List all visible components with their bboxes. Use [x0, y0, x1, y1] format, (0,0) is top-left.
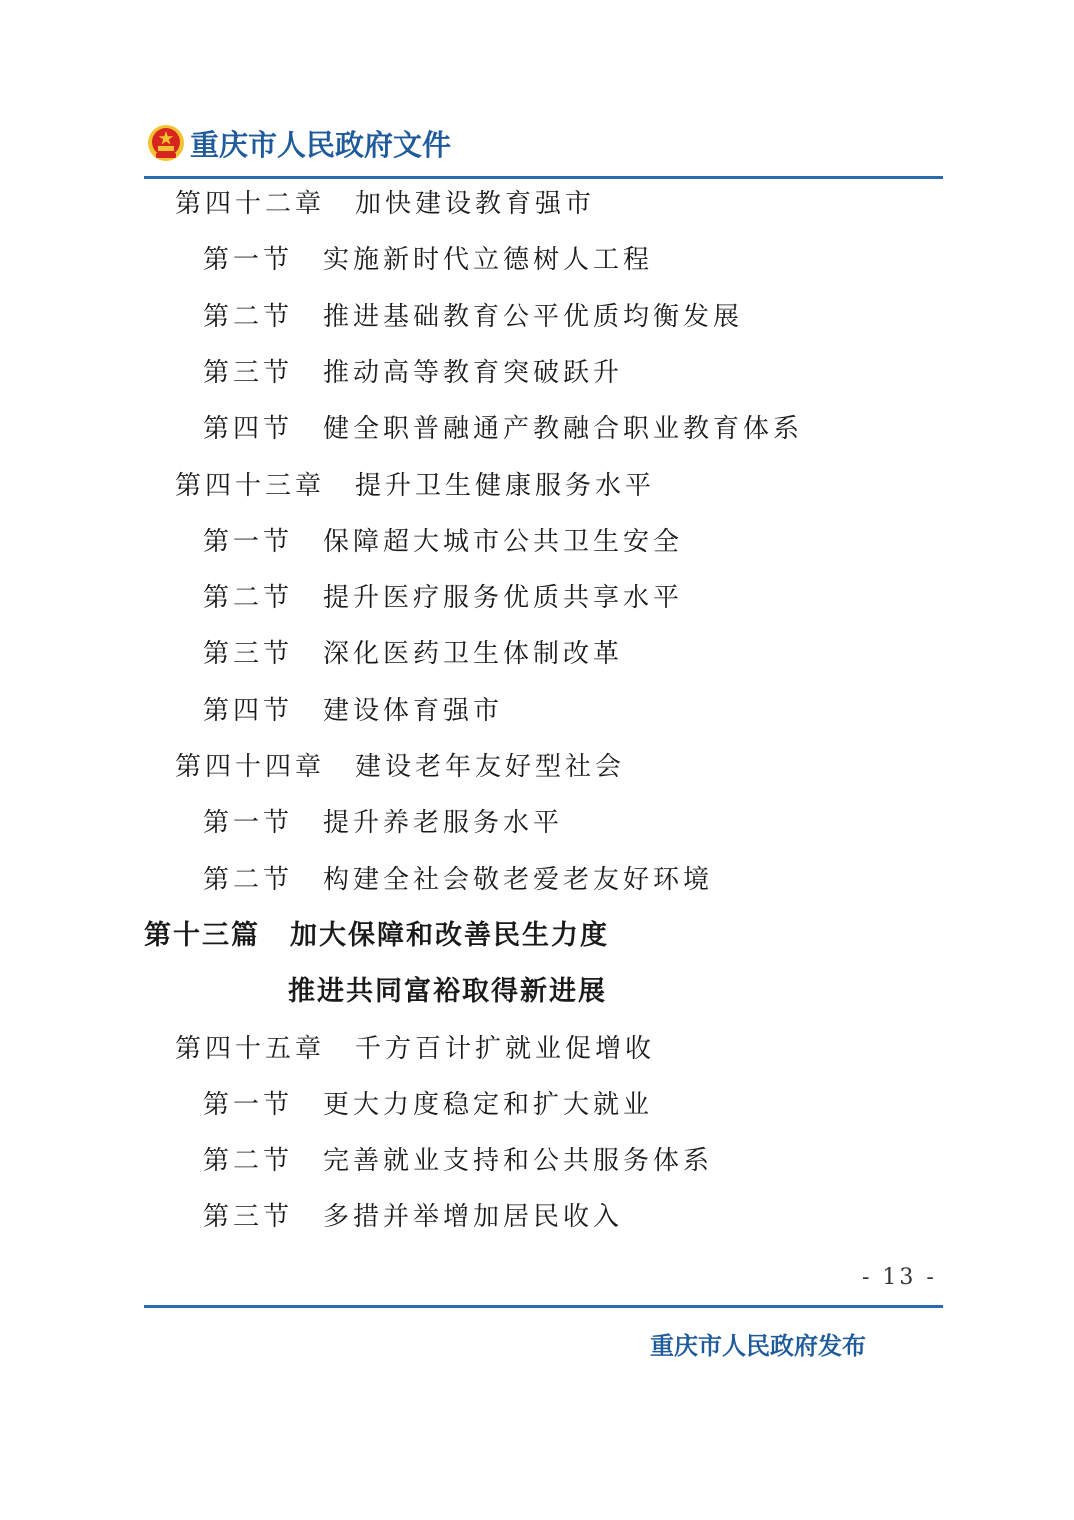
toc-part-label: 第十三篇 [144, 919, 260, 951]
national-emblem-icon [146, 123, 186, 163]
toc-chapter-line [175, 1029, 655, 1069]
header-divider [144, 176, 943, 179]
toc-part-title: 加大保障和改善民生力度 [290, 919, 609, 951]
toc-section-title: 完善就业支持和公共服务体系 [323, 1146, 714, 1177]
toc-chapter-title: 加快建设教育强市 [355, 189, 596, 219]
toc-section-title: 深化医药卫生体制改革 [323, 639, 624, 670]
footer-divider [144, 1305, 943, 1308]
toc-section-title: 推动高等教育突破跃升 [323, 357, 624, 388]
toc-section-label: 第四节 [203, 414, 294, 445]
toc-section-line [203, 691, 503, 731]
toc-chapter-line [175, 466, 655, 506]
toc-section-label: 第三节 [203, 1202, 294, 1233]
toc-section-title: 健全职普融通产教融合职业教育体系 [323, 414, 804, 445]
toc-chapter-line [175, 747, 625, 787]
toc-section-line [203, 522, 683, 562]
toc-section-title: 提升养老服务水平 [323, 808, 564, 839]
toc-section-line [203, 860, 713, 900]
toc-section-label: 第三节 [203, 357, 294, 388]
toc-section-label: 第四节 [203, 695, 294, 726]
toc-section-label: 第二节 [203, 583, 294, 614]
toc-chapter-line [175, 184, 595, 224]
toc-chapter-label: 第四十二章 [175, 189, 326, 219]
page-number: - 13 - [862, 1265, 937, 1290]
toc-chapter-label: 第四十三章 [175, 470, 326, 501]
toc-section-title: 实施新时代立德树人工程 [323, 245, 654, 276]
toc-part2-title: 推进共同富裕取得新进展 [288, 976, 607, 1008]
toc-section-title: 构建全社会敬老爱老友好环境 [323, 864, 714, 895]
toc-section-title: 建设体育强市 [323, 695, 504, 726]
header-title: 重庆市人民政府文件 [190, 127, 452, 162]
toc-part-line [144, 916, 609, 956]
toc-chapter-title: 提升卫生健康服务水平 [355, 470, 656, 501]
toc-section-line [203, 634, 623, 674]
toc-chapter-title: 千方百计扩就业促增收 [355, 1033, 656, 1064]
toc-section-label: 第一节 [203, 245, 294, 276]
toc-section-line [203, 409, 803, 449]
toc-section-label: 第三节 [203, 639, 294, 670]
document-header [146, 120, 451, 166]
toc-section-line [203, 1197, 623, 1237]
toc-section-title: 保障超大城市公共卫生安全 [323, 526, 684, 557]
toc-section-line [203, 803, 563, 843]
toc-section-label: 第一节 [203, 1089, 294, 1120]
toc-part2-line [288, 972, 607, 1012]
toc-section-line [203, 578, 683, 618]
toc-section-line [203, 1085, 653, 1125]
toc-section-line [203, 1141, 713, 1181]
toc-section-title: 多措并举增加居民收入 [323, 1202, 624, 1233]
toc-section-label: 第一节 [203, 808, 294, 839]
footer-publisher: 重庆市人民政府发布 [650, 1332, 866, 1360]
toc-section-label: 第一节 [203, 526, 294, 557]
toc-section-title: 推进基础教育公平优质均衡发展 [323, 301, 744, 332]
toc-chapter-title: 建设老年友好型社会 [355, 752, 626, 782]
toc-section-title: 更大力度稳定和扩大就业 [323, 1089, 654, 1120]
toc-section-line [203, 240, 653, 280]
toc-section-label: 第二节 [203, 864, 294, 895]
toc-section-line [203, 297, 743, 337]
toc-section-label: 第二节 [203, 1146, 294, 1177]
toc-section-label: 第二节 [203, 301, 294, 332]
toc-section-title: 提升医疗服务优质共享水平 [323, 583, 684, 614]
toc-chapter-label: 第四十四章 [175, 752, 326, 782]
toc-section-line [203, 353, 623, 393]
toc-chapter-label: 第四十五章 [175, 1033, 326, 1064]
